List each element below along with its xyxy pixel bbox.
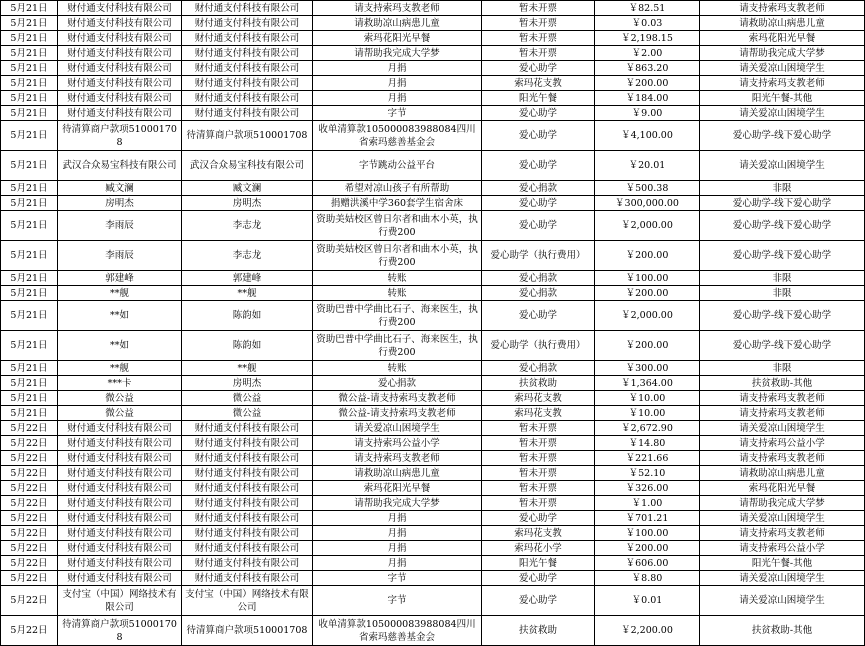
date-cell: 5月21日 bbox=[1, 301, 58, 331]
project-cell: 请支持索玛支教老师 bbox=[700, 451, 865, 466]
purpose-cell: 资助巴普中学曲比石子、海来医生，执行费200 bbox=[313, 301, 482, 331]
category-cell: 索玛花支教 bbox=[482, 76, 595, 91]
table-row bbox=[1, 421, 865, 436]
category-cell: 爱心助学 bbox=[482, 586, 595, 616]
category-cell: 爱心捐款 bbox=[482, 286, 595, 301]
table-row bbox=[1, 331, 865, 361]
date-cell: 5月22日 bbox=[1, 571, 58, 586]
table-row bbox=[1, 481, 865, 496]
table-row bbox=[1, 16, 865, 31]
table-row bbox=[1, 61, 865, 76]
amount-cell: ￥606.00 bbox=[595, 556, 700, 571]
amount-cell: ￥326.00 bbox=[595, 481, 700, 496]
amount-cell: ￥8.80 bbox=[595, 571, 700, 586]
category-cell: 爱心助学 bbox=[482, 121, 595, 151]
payer-cell: 财付通支付科技有限公司 bbox=[58, 61, 182, 76]
donor-cell: 财付通支付科技有限公司 bbox=[182, 91, 313, 106]
donor-cell: 武汉合众易宝科技有限公司 bbox=[182, 151, 313, 181]
donor-cell: 财付通支付科技有限公司 bbox=[182, 571, 313, 586]
purpose-cell: 资助巴普中学曲比石子、海来医生，执行费200 bbox=[313, 331, 482, 361]
table-row bbox=[1, 391, 865, 406]
purpose-cell: 字节 bbox=[313, 586, 482, 616]
purpose-cell: 索玛花阳光早餐 bbox=[313, 31, 482, 46]
project-cell: 扶贫救助-其他 bbox=[700, 616, 865, 646]
amount-cell: ￥100.00 bbox=[595, 271, 700, 286]
payer-cell: 财付通支付科技有限公司 bbox=[58, 76, 182, 91]
payer-cell: 待清算商户款项510001708 bbox=[58, 616, 182, 646]
date-cell: 5月21日 bbox=[1, 46, 58, 61]
purpose-cell: 月捐 bbox=[313, 76, 482, 91]
date-cell: 5月21日 bbox=[1, 241, 58, 271]
amount-cell: ￥300,000.00 bbox=[595, 196, 700, 211]
date-cell: 5月22日 bbox=[1, 556, 58, 571]
donor-cell: 陈韵如 bbox=[182, 331, 313, 361]
category-cell: 爱心助学 bbox=[482, 151, 595, 181]
purpose-cell: 爱心捐款 bbox=[313, 376, 482, 391]
date-cell: 5月22日 bbox=[1, 481, 58, 496]
payer-cell: 财付通支付科技有限公司 bbox=[58, 571, 182, 586]
table-row bbox=[1, 271, 865, 286]
purpose-cell: 字节 bbox=[313, 106, 482, 121]
amount-cell: ￥200.00 bbox=[595, 541, 700, 556]
payer-cell: 微公益 bbox=[58, 391, 182, 406]
category-cell: 阳光午餐 bbox=[482, 91, 595, 106]
project-cell: 请关爱凉山困境学生 bbox=[700, 61, 865, 76]
donor-cell: 财付通支付科技有限公司 bbox=[182, 436, 313, 451]
payer-cell: 财付通支付科技有限公司 bbox=[58, 541, 182, 556]
amount-cell: ￥701.21 bbox=[595, 511, 700, 526]
date-cell: 5月21日 bbox=[1, 271, 58, 286]
project-cell: 爱心助学-线下爱心助学 bbox=[700, 196, 865, 211]
project-cell: 非限 bbox=[700, 181, 865, 196]
amount-cell: ￥1,364.00 bbox=[595, 376, 700, 391]
date-cell: 5月21日 bbox=[1, 391, 58, 406]
amount-cell: ￥1.00 bbox=[595, 496, 700, 511]
payer-cell: 财付通支付科技有限公司 bbox=[58, 106, 182, 121]
purpose-cell: 月捐 bbox=[313, 526, 482, 541]
payer-cell: 财付通支付科技有限公司 bbox=[58, 496, 182, 511]
payer-cell: 微公益 bbox=[58, 406, 182, 421]
table-row bbox=[1, 466, 865, 481]
purpose-cell: 请帮助我完成大学梦 bbox=[313, 46, 482, 61]
payer-cell: 臧文澜 bbox=[58, 181, 182, 196]
category-cell: 扶贫救助 bbox=[482, 376, 595, 391]
project-cell: 请支持索玛支教老师 bbox=[700, 526, 865, 541]
table-row bbox=[1, 286, 865, 301]
amount-cell: ￥200.00 bbox=[595, 76, 700, 91]
purpose-cell: 微公益-请支持索玛支教老师 bbox=[313, 406, 482, 421]
amount-cell: ￥221.66 bbox=[595, 451, 700, 466]
category-cell: 暂未开票 bbox=[482, 496, 595, 511]
donor-cell: 财付通支付科技有限公司 bbox=[182, 451, 313, 466]
date-cell: 5月22日 bbox=[1, 541, 58, 556]
donor-cell: **舰 bbox=[182, 286, 313, 301]
category-cell: 爱心助学（执行费用） bbox=[482, 331, 595, 361]
donor-cell: 臧文澜 bbox=[182, 181, 313, 196]
payer-cell: 财付通支付科技有限公司 bbox=[58, 451, 182, 466]
donor-cell: 财付通支付科技有限公司 bbox=[182, 61, 313, 76]
payer-cell: **如 bbox=[58, 331, 182, 361]
donor-cell: 房明杰 bbox=[182, 376, 313, 391]
date-cell: 5月21日 bbox=[1, 196, 58, 211]
donor-cell: 财付通支付科技有限公司 bbox=[182, 1, 313, 16]
category-cell: 暂未开票 bbox=[482, 421, 595, 436]
project-cell: 爱心助学-线下爱心助学 bbox=[700, 211, 865, 241]
date-cell: 5月21日 bbox=[1, 376, 58, 391]
date-cell: 5月22日 bbox=[1, 436, 58, 451]
table-row bbox=[1, 196, 865, 211]
donor-cell: 财付通支付科技有限公司 bbox=[182, 496, 313, 511]
donor-cell: 房明杰 bbox=[182, 196, 313, 211]
table-row bbox=[1, 451, 865, 466]
date-cell: 5月21日 bbox=[1, 106, 58, 121]
table-row bbox=[1, 46, 865, 61]
project-cell: 请支持索玛公益小学 bbox=[700, 436, 865, 451]
project-cell: 爱心助学-线下爱心助学 bbox=[700, 301, 865, 331]
amount-cell: ￥100.00 bbox=[595, 526, 700, 541]
date-cell: 5月21日 bbox=[1, 16, 58, 31]
payer-cell: 财付通支付科技有限公司 bbox=[58, 436, 182, 451]
donor-cell: 郭建峰 bbox=[182, 271, 313, 286]
donor-cell: 财付通支付科技有限公司 bbox=[182, 481, 313, 496]
purpose-cell: 收单清算款105000083988084四川省索玛慈善基金会 bbox=[313, 616, 482, 646]
project-cell: 请支持索玛支教老师 bbox=[700, 391, 865, 406]
donor-cell: 支付宝（中国）网络技术有限公司 bbox=[182, 586, 313, 616]
payer-cell: 财付通支付科技有限公司 bbox=[58, 31, 182, 46]
amount-cell: ￥863.20 bbox=[595, 61, 700, 76]
payer-cell: 财付通支付科技有限公司 bbox=[58, 481, 182, 496]
date-cell: 5月22日 bbox=[1, 496, 58, 511]
donor-cell: 财付通支付科技有限公司 bbox=[182, 106, 313, 121]
category-cell: 暂未开票 bbox=[482, 31, 595, 46]
category-cell: 阳光午餐 bbox=[482, 556, 595, 571]
purpose-cell: 资助美姑校区曾日尔者和曲木小英，执行费200 bbox=[313, 241, 482, 271]
purpose-cell: 请帮助我完成大学梦 bbox=[313, 496, 482, 511]
donor-cell: 陈韵如 bbox=[182, 301, 313, 331]
purpose-cell: 月捐 bbox=[313, 541, 482, 556]
payer-cell: ***卡 bbox=[58, 376, 182, 391]
payer-cell: 李雨辰 bbox=[58, 211, 182, 241]
date-cell: 5月21日 bbox=[1, 286, 58, 301]
donor-cell: **舰 bbox=[182, 361, 313, 376]
project-cell: 阳光午餐-其他 bbox=[700, 556, 865, 571]
project-cell: 请帮助我完成大学梦 bbox=[700, 46, 865, 61]
date-cell: 5月21日 bbox=[1, 151, 58, 181]
project-cell: 索玛花阳光早餐 bbox=[700, 481, 865, 496]
amount-cell: ￥500.38 bbox=[595, 181, 700, 196]
donor-cell: 李志龙 bbox=[182, 211, 313, 241]
amount-cell: ￥2,000.00 bbox=[595, 211, 700, 241]
table-row bbox=[1, 361, 865, 376]
payer-cell: 支付宝（中国）网络技术有限公司 bbox=[58, 586, 182, 616]
payer-cell: 财付通支付科技有限公司 bbox=[58, 466, 182, 481]
purpose-cell: 转账 bbox=[313, 361, 482, 376]
table-row bbox=[1, 31, 865, 46]
amount-cell: ￥9.00 bbox=[595, 106, 700, 121]
purpose-cell: 月捐 bbox=[313, 91, 482, 106]
category-cell: 爱心助学 bbox=[482, 301, 595, 331]
table-row bbox=[1, 151, 865, 181]
category-cell: 爱心助学 bbox=[482, 211, 595, 241]
date-cell: 5月21日 bbox=[1, 1, 58, 16]
table-row bbox=[1, 541, 865, 556]
payer-cell: 李雨辰 bbox=[58, 241, 182, 271]
table-row bbox=[1, 376, 865, 391]
category-cell: 爱心捐款 bbox=[482, 181, 595, 196]
purpose-cell: 请救助凉山病患儿童 bbox=[313, 466, 482, 481]
category-cell: 暂未开票 bbox=[482, 436, 595, 451]
project-cell: 请救助凉山病患儿童 bbox=[700, 466, 865, 481]
donor-cell: 财付通支付科技有限公司 bbox=[182, 46, 313, 61]
category-cell: 暂未开票 bbox=[482, 46, 595, 61]
category-cell: 爱心捐款 bbox=[482, 271, 595, 286]
amount-cell: ￥2,000.00 bbox=[595, 301, 700, 331]
date-cell: 5月21日 bbox=[1, 331, 58, 361]
table-row bbox=[1, 91, 865, 106]
project-cell: 请帮助我完成大学梦 bbox=[700, 496, 865, 511]
payer-cell: 财付通支付科技有限公司 bbox=[58, 16, 182, 31]
payer-cell: **舰 bbox=[58, 286, 182, 301]
project-cell: 非限 bbox=[700, 286, 865, 301]
category-cell: 暂未开票 bbox=[482, 466, 595, 481]
donor-cell: 待清算商户款项510001708 bbox=[182, 616, 313, 646]
amount-cell: ￥2,200.00 bbox=[595, 616, 700, 646]
payer-cell: 房明杰 bbox=[58, 196, 182, 211]
date-cell: 5月21日 bbox=[1, 91, 58, 106]
date-cell: 5月21日 bbox=[1, 76, 58, 91]
table-row bbox=[1, 241, 865, 271]
amount-cell: ￥4,100.00 bbox=[595, 121, 700, 151]
purpose-cell: 转账 bbox=[313, 271, 482, 286]
category-cell: 扶贫救助 bbox=[482, 616, 595, 646]
purpose-cell: 字节 bbox=[313, 571, 482, 586]
purpose-cell: 请救助凉山病患儿童 bbox=[313, 16, 482, 31]
payer-cell: 财付通支付科技有限公司 bbox=[58, 91, 182, 106]
purpose-cell: 资助美姑校区曾日尔者和曲木小英，执行费200 bbox=[313, 211, 482, 241]
project-cell: 请关爱凉山困境学生 bbox=[700, 106, 865, 121]
category-cell: 索玛花支教 bbox=[482, 391, 595, 406]
table-row bbox=[1, 436, 865, 451]
payer-cell: 郭建峰 bbox=[58, 271, 182, 286]
amount-cell: ￥200.00 bbox=[595, 331, 700, 361]
date-cell: 5月22日 bbox=[1, 451, 58, 466]
category-cell: 爱心助学 bbox=[482, 61, 595, 76]
donor-cell: 财付通支付科技有限公司 bbox=[182, 421, 313, 436]
category-cell: 暂未开票 bbox=[482, 481, 595, 496]
table-row bbox=[1, 301, 865, 331]
category-cell: 爱心助学 bbox=[482, 106, 595, 121]
date-cell: 5月21日 bbox=[1, 121, 58, 151]
project-cell: 非限 bbox=[700, 271, 865, 286]
table-row bbox=[1, 526, 865, 541]
donor-cell: 财付通支付科技有限公司 bbox=[182, 76, 313, 91]
category-cell: 暂未开票 bbox=[482, 16, 595, 31]
purpose-cell: 字节跳动公益平台 bbox=[313, 151, 482, 181]
amount-cell: ￥14.80 bbox=[595, 436, 700, 451]
payer-cell: 待清算商户款项510001708 bbox=[58, 121, 182, 151]
project-cell: 请支持索玛公益小学 bbox=[700, 541, 865, 556]
amount-cell: ￥10.00 bbox=[595, 406, 700, 421]
donor-cell: 财付通支付科技有限公司 bbox=[182, 31, 313, 46]
payer-cell: 财付通支付科技有限公司 bbox=[58, 556, 182, 571]
amount-cell: ￥52.10 bbox=[595, 466, 700, 481]
category-cell: 暂未开票 bbox=[482, 451, 595, 466]
table-row bbox=[1, 1, 865, 16]
amount-cell: ￥2.00 bbox=[595, 46, 700, 61]
amount-cell: ￥200.00 bbox=[595, 241, 700, 271]
purpose-cell: 月捐 bbox=[313, 556, 482, 571]
project-cell: 爱心助学-线下爱心助学 bbox=[700, 331, 865, 361]
purpose-cell: 索玛花阳光早餐 bbox=[313, 481, 482, 496]
amount-cell: ￥300.00 bbox=[595, 361, 700, 376]
project-cell: 扶贫救助-其他 bbox=[700, 376, 865, 391]
purpose-cell: 微公益-请支持索玛支教老师 bbox=[313, 391, 482, 406]
project-cell: 请支持索玛支教老师 bbox=[700, 76, 865, 91]
purpose-cell: 月捐 bbox=[313, 511, 482, 526]
purpose-cell: 请关爱凉山困境学生 bbox=[313, 421, 482, 436]
donor-cell: 财付通支付科技有限公司 bbox=[182, 556, 313, 571]
amount-cell: ￥200.00 bbox=[595, 286, 700, 301]
category-cell: 爱心助学 bbox=[482, 196, 595, 211]
amount-cell: ￥2,198.15 bbox=[595, 31, 700, 46]
donor-cell: 财付通支付科技有限公司 bbox=[182, 541, 313, 556]
donor-cell: 财付通支付科技有限公司 bbox=[182, 526, 313, 541]
amount-cell: ￥20.01 bbox=[595, 151, 700, 181]
date-cell: 5月22日 bbox=[1, 421, 58, 436]
amount-cell: ￥82.51 bbox=[595, 1, 700, 16]
table-row bbox=[1, 616, 865, 646]
category-cell: 索玛花小学 bbox=[482, 541, 595, 556]
date-cell: 5月21日 bbox=[1, 361, 58, 376]
date-cell: 5月21日 bbox=[1, 406, 58, 421]
payer-cell: **如 bbox=[58, 301, 182, 331]
category-cell: 爱心捐款 bbox=[482, 361, 595, 376]
project-cell: 爱心助学-线下爱心助学 bbox=[700, 241, 865, 271]
purpose-cell: 请支持索玛支教老师 bbox=[313, 1, 482, 16]
payer-cell: 财付通支付科技有限公司 bbox=[58, 421, 182, 436]
category-cell: 索玛花支教 bbox=[482, 526, 595, 541]
donor-cell: 待清算商户款项510001708 bbox=[182, 121, 313, 151]
amount-cell: ￥184.00 bbox=[595, 91, 700, 106]
table-row bbox=[1, 181, 865, 196]
payer-cell: 财付通支付科技有限公司 bbox=[58, 511, 182, 526]
donor-cell: 微公益 bbox=[182, 406, 313, 421]
category-cell: 爱心助学 bbox=[482, 571, 595, 586]
amount-cell: ￥10.00 bbox=[595, 391, 700, 406]
payer-cell: 财付通支付科技有限公司 bbox=[58, 46, 182, 61]
date-cell: 5月21日 bbox=[1, 31, 58, 46]
date-cell: 5月22日 bbox=[1, 586, 58, 616]
donor-cell: 微公益 bbox=[182, 391, 313, 406]
purpose-cell: 月捐 bbox=[313, 61, 482, 76]
table-row bbox=[1, 571, 865, 586]
table-row bbox=[1, 556, 865, 571]
project-cell: 请支持索玛支教老师 bbox=[700, 1, 865, 16]
purpose-cell: 捐赠洪溪中学360套学生宿舍床 bbox=[313, 196, 482, 211]
project-cell: 阳光午餐-其他 bbox=[700, 91, 865, 106]
table-row bbox=[1, 496, 865, 511]
payer-cell: 武汉合众易宝科技有限公司 bbox=[58, 151, 182, 181]
category-cell: 暂未开票 bbox=[482, 1, 595, 16]
purpose-cell: 希望对凉山孩子有所帮助 bbox=[313, 181, 482, 196]
amount-cell: ￥0.03 bbox=[595, 16, 700, 31]
project-cell: 请关爱凉山困境学生 bbox=[700, 151, 865, 181]
project-cell: 请支持索玛支教老师 bbox=[700, 406, 865, 421]
project-cell: 索玛花阳光早餐 bbox=[700, 31, 865, 46]
donor-cell: 李志龙 bbox=[182, 241, 313, 271]
payer-cell: 财付通支付科技有限公司 bbox=[58, 1, 182, 16]
project-cell: 爱心助学-线下爱心助学 bbox=[700, 121, 865, 151]
ledger-body bbox=[1, 1, 865, 646]
donor-cell: 财付通支付科技有限公司 bbox=[182, 466, 313, 481]
category-cell: 爱心助学（执行费用） bbox=[482, 241, 595, 271]
date-cell: 5月22日 bbox=[1, 616, 58, 646]
donor-cell: 财付通支付科技有限公司 bbox=[182, 16, 313, 31]
project-cell: 请救助凉山病患儿童 bbox=[700, 16, 865, 31]
project-cell: 非限 bbox=[700, 361, 865, 376]
table-row bbox=[1, 76, 865, 91]
table-row bbox=[1, 406, 865, 421]
table-row bbox=[1, 211, 865, 241]
date-cell: 5月22日 bbox=[1, 526, 58, 541]
purpose-cell: 请支持索玛公益小学 bbox=[313, 436, 482, 451]
project-cell: 请关爱凉山困境学生 bbox=[700, 511, 865, 526]
table-row bbox=[1, 121, 865, 151]
date-cell: 5月21日 bbox=[1, 211, 58, 241]
category-cell: 爱心助学 bbox=[482, 511, 595, 526]
project-cell: 请关爱凉山困境学生 bbox=[700, 586, 865, 616]
date-cell: 5月22日 bbox=[1, 466, 58, 481]
purpose-cell: 请支持索玛支教老师 bbox=[313, 451, 482, 466]
donor-cell: 财付通支付科技有限公司 bbox=[182, 511, 313, 526]
amount-cell: ￥2,672.90 bbox=[595, 421, 700, 436]
category-cell: 索玛花支教 bbox=[482, 406, 595, 421]
purpose-cell: 转账 bbox=[313, 286, 482, 301]
table-row bbox=[1, 586, 865, 616]
payer-cell: **舰 bbox=[58, 361, 182, 376]
project-cell: 请关爱凉山困境学生 bbox=[700, 571, 865, 586]
purpose-cell: 收单清算款105000083988084四川省索玛慈善基金会 bbox=[313, 121, 482, 151]
payer-cell: 财付通支付科技有限公司 bbox=[58, 526, 182, 541]
table-row bbox=[1, 106, 865, 121]
date-cell: 5月21日 bbox=[1, 181, 58, 196]
date-cell: 5月21日 bbox=[1, 61, 58, 76]
amount-cell: ￥0.01 bbox=[595, 586, 700, 616]
table-row bbox=[1, 511, 865, 526]
project-cell: 请关爱凉山困境学生 bbox=[700, 421, 865, 436]
date-cell: 5月22日 bbox=[1, 511, 58, 526]
